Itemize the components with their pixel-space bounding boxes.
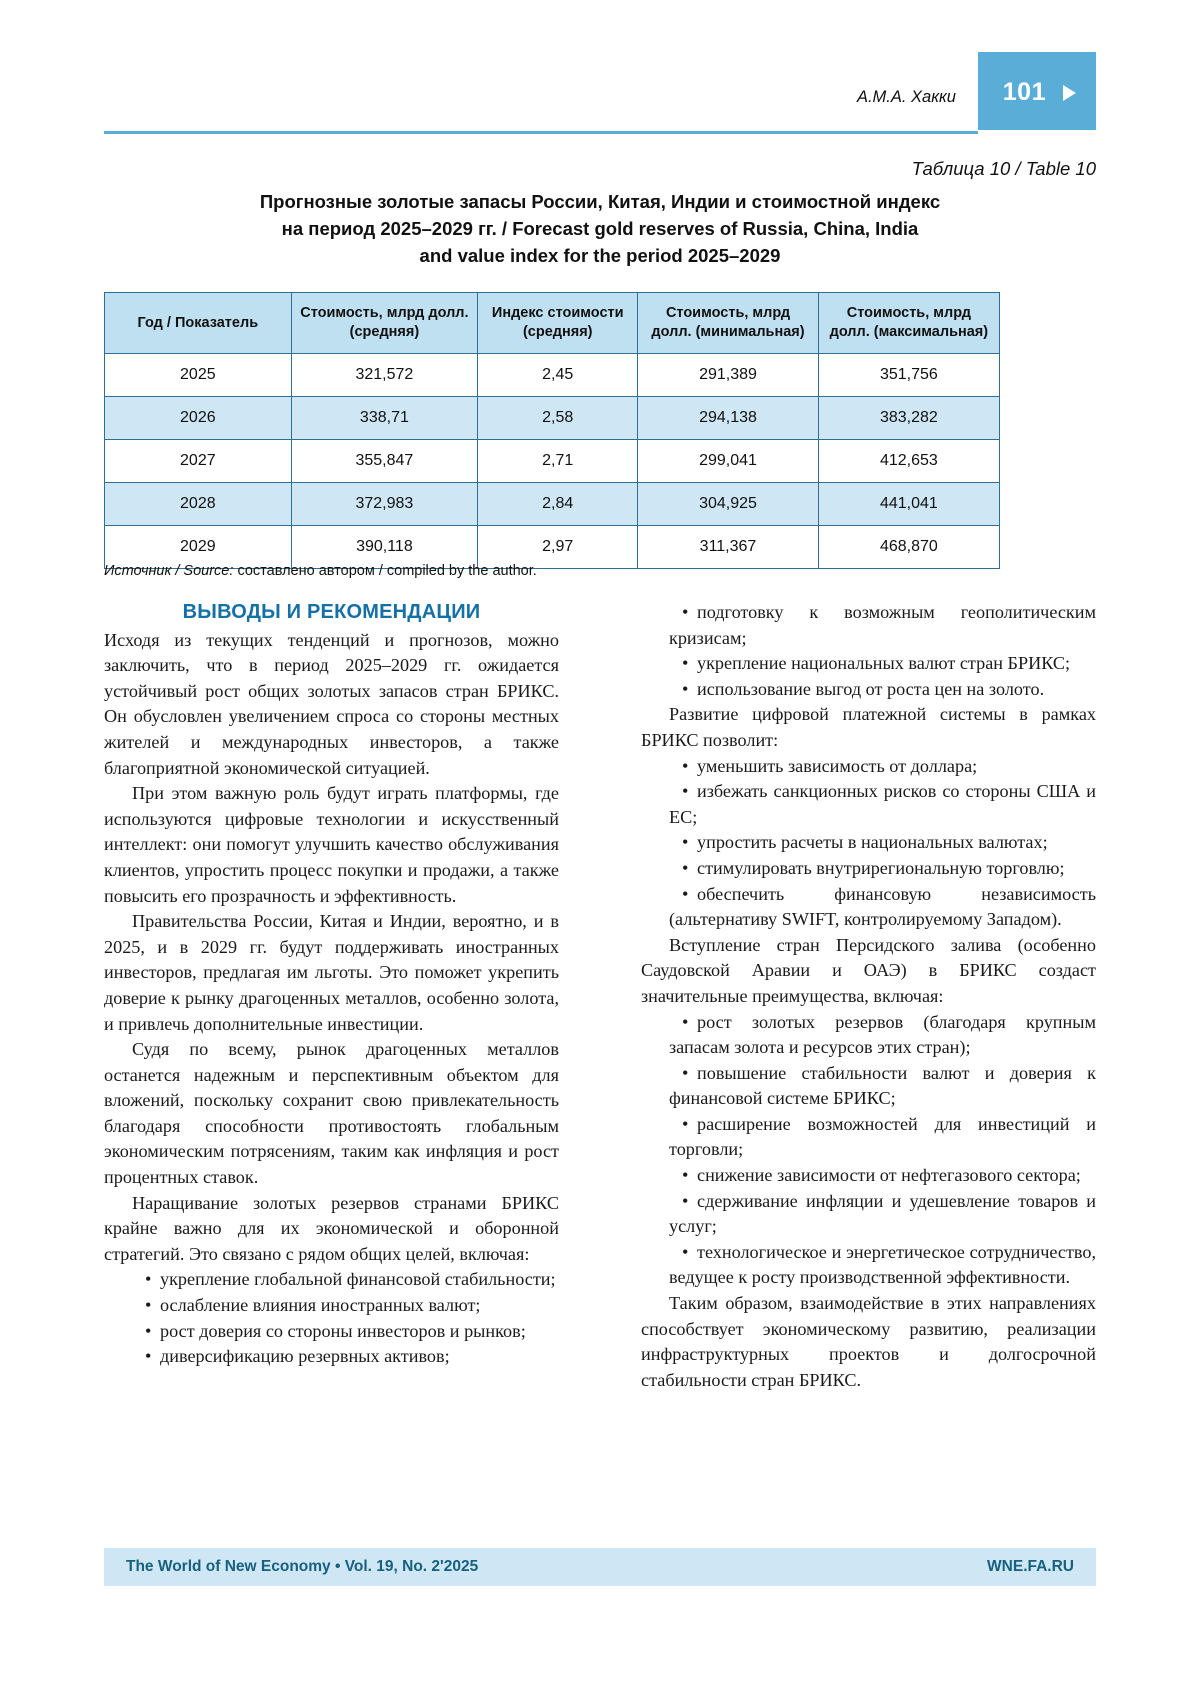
table-row — [105, 483, 1000, 526]
section-heading: ВЫВОДЫ И РЕКОМЕНДАЦИИ — [182, 601, 481, 623]
paragraph: Развитие цифровой платежной системы в рамках БРИКС позволит: — [641, 704, 1096, 750]
cell-avg: 355,847 — [291, 440, 478, 483]
right-column — [641, 600, 1096, 1393]
paragraph: Исходя из текущих тенденций и прогнозов, можно заключить, что в период 2025–2029 гг. ожидается устойчивый рост общих золотых запасов стран БРИКС. Он обусловлен увеличением спроса со стороны местных жителей и международных инвесторов, а также благоприятной экономической ситуацией. — [104, 629, 559, 778]
paragraph: Вступление стран Персидского залива (особенно Саудовской Аравии и ОАЭ) в БРИКС создаст значительные преимущества, включая: — [641, 934, 1096, 1006]
cell-year: 2025 — [105, 354, 292, 397]
forecast-table — [104, 292, 1000, 569]
left-column — [104, 600, 559, 1370]
list-item: • рост золотых резервов (благодаря крупным запасам золота и ресурсов этих стран); — [641, 1010, 1096, 1061]
table-header — [105, 293, 1000, 354]
list-item: • подготовку к возможным геополитическим кризисам; — [641, 600, 1096, 651]
paragraph: Наращивание золотых резервов странами БРИКС крайне важно для их экономической и оборонной стратегий. Это связано с рядом общих целей, включая: — [104, 1192, 559, 1264]
column-header-value-index: Индекс стоимости (средняя) — [478, 293, 638, 354]
cell-avg: 390,118 — [291, 526, 478, 569]
table-title — [104, 188, 1096, 269]
table-source — [104, 563, 537, 579]
table-label: Таблица 10 / Table 10 — [911, 158, 1096, 179]
column-header-average-value: Стоимость, млрд долл. (средняя) — [291, 293, 478, 354]
cell-max: 383,282 — [818, 397, 999, 440]
cell-year: 2026 — [105, 397, 292, 440]
table-title-line: Прогнозные золотые запасы России, Китая, Индии и стоимостной индекс — [259, 191, 941, 212]
cell-min: 304,925 — [638, 483, 818, 526]
cell-avg: 338,71 — [291, 397, 478, 440]
cell-max: 468,870 — [818, 526, 999, 569]
cell-max: 412,653 — [818, 440, 999, 483]
column-header-max-value: Стоимость, млрд долл. (максимальная) — [818, 293, 999, 354]
column-header-min-value: Стоимость, млрд долл. (минимальная) — [638, 293, 818, 354]
table-row — [105, 397, 1000, 440]
list-item: • сдерживание инфляции и удешевление товаров и услуг; — [641, 1189, 1096, 1240]
list-item: • использование выгод от роста цен на золото. — [641, 677, 1096, 703]
footer-website[interactable]: WNE.FA.RU — [987, 1558, 1074, 1575]
list-item: • диверсификацию резервных активов; — [104, 1344, 559, 1370]
list-item: • обеспечить финансовую независимость (альтернативу SWIFT, контролируемому Западом). — [641, 882, 1096, 933]
table-title-line: and value index for the period 2025–2029 — [419, 245, 781, 266]
running-author: А.М.А. Хакки — [856, 88, 956, 106]
cell-year: 2027 — [105, 440, 292, 483]
page-number: 101 — [1002, 78, 1046, 106]
list-item: • ослабление влияния иностранных валют; — [104, 1293, 559, 1319]
cell-min: 294,138 — [638, 397, 818, 440]
footer-journal-info: The World of New Economy • Vol. 19, No. 2'2025 — [126, 1558, 479, 1575]
cell-min: 291,389 — [638, 354, 818, 397]
column-header-year: Год / Показатель — [105, 293, 292, 354]
paragraph: Судя по всему, рынок драгоценных металлов останется надежным и перспективным объектом для вложений, поскольку сохранит свою привлекательность благодаря способности противостоять глобальным экономическим потрясениям, таким как инфляция и рост процентных ставок. — [104, 1039, 559, 1188]
list-item: • укрепление национальных валют стран БРИКС; — [641, 651, 1096, 677]
page-header — [104, 52, 1096, 136]
list-item: • укрепление глобальной финансовой стабильности; — [104, 1267, 559, 1293]
cell-index: 2,71 — [478, 440, 638, 483]
cell-avg: 321,572 — [291, 354, 478, 397]
page-footer — [104, 1548, 1096, 1586]
cell-year: 2028 — [105, 483, 292, 526]
triangle-right-icon — [1063, 85, 1076, 101]
cell-avg: 372,983 — [291, 483, 478, 526]
cell-index: 2,45 — [478, 354, 638, 397]
table-row — [105, 440, 1000, 483]
cell-min: 299,041 — [638, 440, 818, 483]
list-item: • технологическое и энергетическое сотрудничество, ведущее к росту производственной эффективности. — [641, 1240, 1096, 1291]
list-item: • снижение зависимости от нефтегазового сектора; — [641, 1163, 1096, 1189]
paragraph: Таким образом, взаимодействие в этих направлениях способствует экономическому развитию, реализации инфраструктурных проектов и долгосрочной стабильности стран БРИКС. — [641, 1293, 1096, 1390]
list-item: • избежать санкционных рисков со стороны США и ЕС; — [641, 779, 1096, 830]
cell-index: 2,84 — [478, 483, 638, 526]
table-header-row — [105, 293, 1000, 354]
list-item: • рост доверия со стороны инвесторов и рынков; — [104, 1319, 559, 1345]
list-item: • расширение возможностей для инвестиций и торговли; — [641, 1112, 1096, 1163]
paragraph: При этом важную роль будут играть платформы, где используются цифровые технологии и искусственный интеллект: они помогут улучшить качество обслуживания клиентов, упростить процесс покупки и продажи, а также повысить его прозрачность и эффективность. — [104, 783, 559, 906]
table-row — [105, 354, 1000, 397]
cell-max: 351,756 — [818, 354, 999, 397]
list-item: • повышение стабильности валют и доверия к финансовой системе БРИКС; — [641, 1061, 1096, 1112]
cell-max: 441,041 — [818, 483, 999, 526]
list-item: • уменьшить зависимость от доллара; — [641, 754, 1096, 780]
paragraph: Правительства России, Китая и Индии, вероятно, и в 2025, и в 2029 гг. будут поддерживать иностранных инвесторов, предлагая им льготы. Это поможет укрепить доверие к рынку драгоценных металлов, особенно золота, и привлечь дополнительные инвестиции. — [104, 911, 559, 1034]
header-divider — [104, 131, 978, 134]
cell-index: 2,97 — [478, 526, 638, 569]
cell-index: 2,58 — [478, 397, 638, 440]
table-source-label: Источник / Source: — [104, 563, 234, 579]
cell-year: 2029 — [105, 526, 292, 569]
table-body — [105, 354, 1000, 569]
list-item: • стимулировать внутрирегиональную торговлю; — [641, 856, 1096, 882]
cell-min: 311,367 — [638, 526, 818, 569]
table-title-line: на период 2025–2029 гг. / Forecast gold reserves of Russia, China, India — [281, 218, 919, 239]
list-item: • упростить расчеты в национальных валютах; — [641, 830, 1096, 856]
table-source-text: составлено автором / compiled by the author. — [237, 563, 537, 579]
body-columns — [104, 600, 1096, 1400]
